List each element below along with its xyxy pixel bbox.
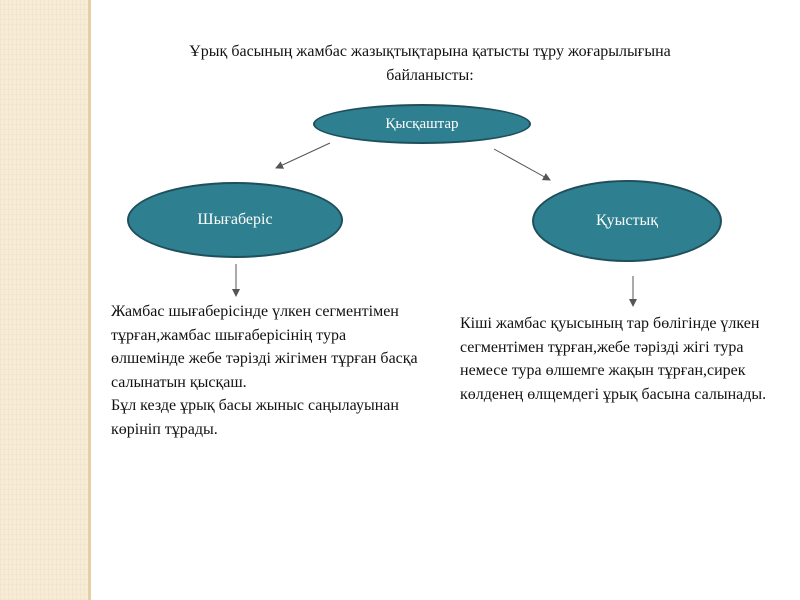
node-kuystyk: [532, 180, 722, 262]
left-description-paragraph-1: Жамбас шығаберісінде үлкен сегментімен тұрған,жамбас шығаберісінің тура өлшемінде жебе тәрізді жігімен тұрған басқа салынатын қысқаш.: [111, 303, 418, 391]
arrow-top-to-right: [494, 149, 550, 180]
node-kyskashtar-label: Қысқаштар: [385, 115, 459, 132]
right-description-paragraph-1: Кіші жамбас қуысының тар бөлігінде үлкен сегментімен тұрған,жебе тәрізді жігі тура немесе тура өлшемге жақын тұрған,сирек көлденең өлщемдегі ұрық басына салынады.: [460, 315, 767, 403]
right-description: [460, 312, 795, 406]
node-shygaberis-label: Шығаберіс: [197, 211, 273, 228]
title-line-2: байланысты:: [386, 67, 474, 84]
left-description: [111, 300, 421, 441]
node-kyskashtar: [313, 104, 531, 144]
left-description-paragraph-2: Бұл кезде ұрық басы жыныс саңылауынан көрініп тұрады.: [111, 397, 399, 438]
arrow-top-to-left: [276, 143, 330, 168]
node-shygaberis: [127, 182, 343, 258]
title-line-1: Ұрық басының жамбас жазықтықтарына қатысты тұру жоғарылығына: [189, 43, 671, 60]
node-kuystyk-label: Қуыстық: [595, 212, 659, 229]
